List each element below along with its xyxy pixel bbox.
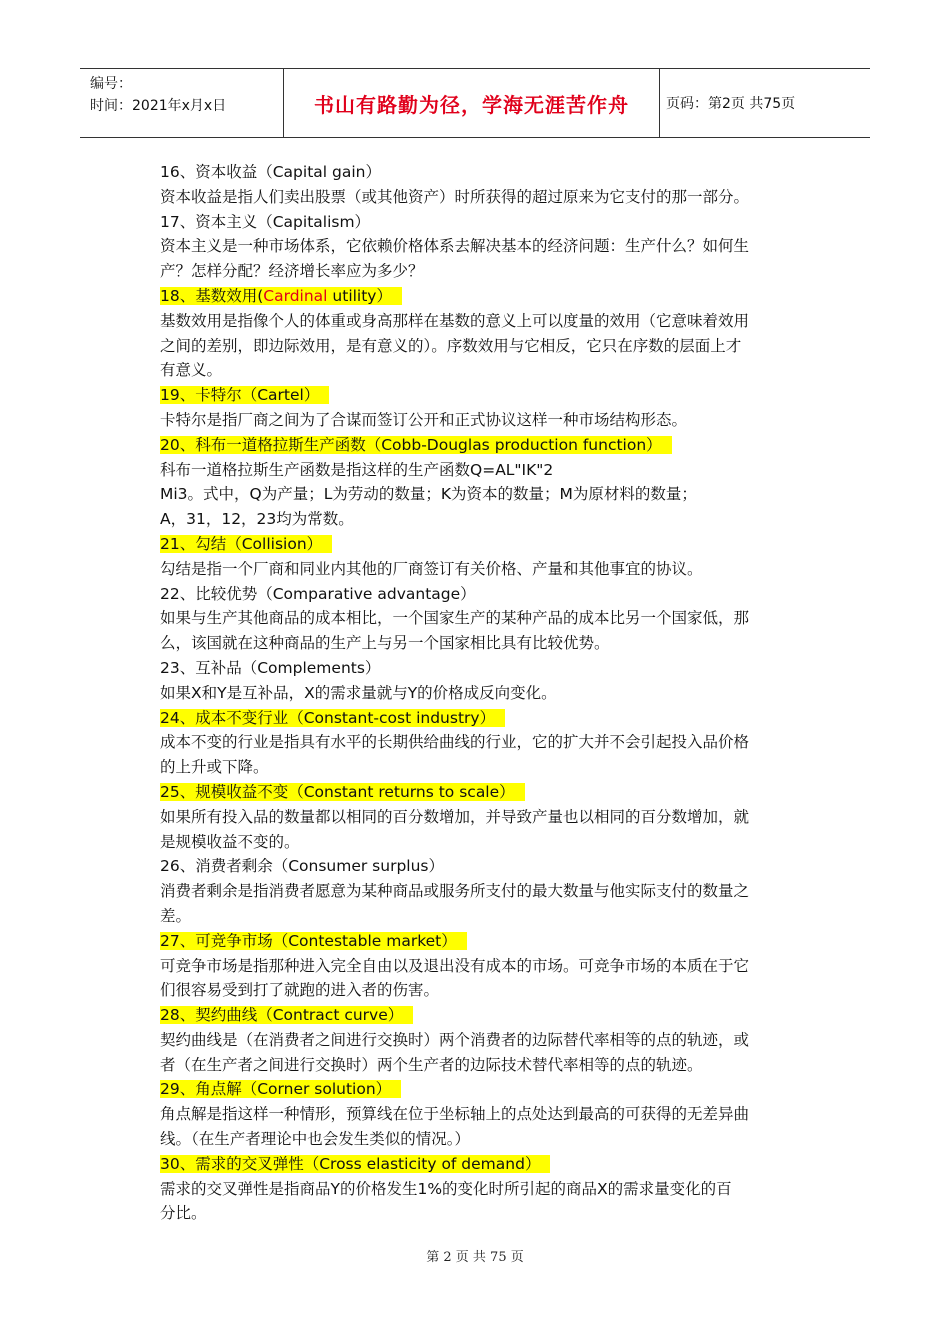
entry-body-line: 科布一道格拉斯生产函数是指这样的生产函数Q=AL"IK"2 [160,460,554,479]
heading-part: 18、基数效用( [160,286,264,305]
entry-body-line: 契约曲线是（在消费者之间进行交换时）两个消费者的边际替代率相等的点的轨迹，或 [160,1030,750,1049]
entry-heading-text: 26、消费者剩余（Consumer surplus） [160,857,445,876]
entry-body-line: 可竞争市场是指那种进入完全自由以及退出没有成本的市场。可竞争市场的本质在于它 [160,956,750,975]
entry-body-line: 产？怎样分配？经济增长率应为多少？ [160,262,424,281]
entry-body-line: 如果与生产其他商品的成本相比，一个国家生产的某种产品的成本比另一个国家低，那 [160,609,750,628]
entry-heading [160,532,805,557]
entry-heading-text: 25、规模收益不变（Constant returns to scale） [160,783,525,801]
entry-heading [160,706,805,731]
header-number-label: 编号： [90,76,132,92]
entry-heading [160,1152,805,1177]
entry-heading-text: 19、卡特尔（Cartel） [160,386,329,404]
entry-body-line: 们很容易受到打了就跑的进入者的伤害。 [160,981,440,1000]
entry-heading-text: 27、可竞争市场（Contestable market） [160,932,467,950]
entry-body-line: 基数效用是指像个人的体重或身高那样在基数的意义上可以度量的效用（它意味着效用 [160,311,750,330]
entry-body-line: 成本不变的行业是指具有水平的长期供给曲线的行业，它的扩大并不会引起投入品价格 [160,733,750,752]
entry-heading [160,929,805,954]
entry-heading [160,1077,805,1102]
entry-heading [160,854,805,879]
page-footer: 第 2 页 共 75 页 [426,1250,524,1265]
entry-heading-text: 23、互补品（Complements） [160,658,381,677]
entry-body-line: 消费者剩余是指消费者愿意为某种商品或服务所支付的最大数量与他实际支付的数量之 [160,882,750,901]
entry-heading-text: 16、资本收益（Capital gain） [160,163,381,181]
entry-heading-text: 30、需求的交叉弹性（Cross elasticity of demand） [160,1155,550,1173]
entry-heading-text: 22、比较优势（Comparative advantage） [160,584,476,603]
entry-body-line: 需求的交叉弹性是指商品Y的价格发生1%的变化时所引起的商品X的需求量变化的百 [160,1179,732,1198]
entry-heading-text [160,287,402,305]
glossary-content [160,160,805,1226]
entry-body-line: 如果X和Y是互补品，X的需求量就与Y的价格成反向变化。 [160,683,557,702]
heading-red-term: Cardinal [263,286,328,305]
header-page-info: 页码：第2页 共75页 [666,96,796,112]
entry-body-line: 么，该国就在这种商品的生产上与另一个国家相比具有比较优势。 [160,634,610,653]
entry-heading [160,433,805,458]
entry-body-line: 资本主义是一种市场体系，它依赖价格体系去解决基本的经济问题：生产什么？如何生 [160,237,750,256]
entry-body-line: 角点解是指这样一种情形，预算线在位于坐标轴上的点处达到最高的可获得的无差异曲 [160,1105,750,1124]
entry-body-line: 之间的差别，即边际效用，是有意义的）。序数效用与它相反，它只在序数的层面上才 [160,336,742,355]
entry-heading [160,383,805,408]
entry-body-line: 资本收益是指人们卖出股票（或其他资产）时所获得的超过原来为它支付的那一部分。 [160,187,750,206]
entry-heading-text: 24、成本不变行业（Constant-cost industry） [160,709,505,727]
entry-heading [160,284,805,309]
entry-heading [160,780,805,805]
entry-heading-text: 29、角点解（Corner solution） [160,1080,401,1098]
entry-body-line: 者（在生产者之间进行交换时）两个生产者的边际技术替代率相等的点的轨迹。 [160,1055,703,1074]
entry-body-line: 有意义。 [160,361,223,380]
header-meta [80,69,283,137]
entry-heading-text: 28、契约曲线（Contract curve） [160,1006,413,1024]
entry-body-line: 分比。 [160,1204,207,1223]
entry-heading [160,582,805,607]
heading-part: utility） [327,286,392,305]
entry-body-line: 如果所有投入品的数量都以相同的百分数增加，并导致产量也以相同的百分数增加，就 [160,807,750,826]
header-motto: 书山有路勤为径，学海无涯苦作舟 [283,69,660,137]
entry-body-line: 勾结是指一个厂商和同业内其他的厂商签订有关价格、产量和其他事宜的协议。 [160,559,703,578]
entry-body-line: 线。（在生产者理论中也会发生类似的情况。） [160,1130,471,1149]
entry-heading-text: 21、勾结（Collision） [160,535,332,553]
entry-heading [160,656,805,681]
entry-body-line: 是规模收益不变的。 [160,832,300,851]
entry-body-line: 卡特尔是指厂商之间为了合谋而签订公开和正式协议这样一种市场结构形态。 [160,410,688,429]
entry-heading [160,1003,805,1028]
header-date: 时间：2021年x月x日 [90,98,227,114]
entry-body-line: A，31，12，23均为常数。 [160,510,354,529]
entry-body-line: 差。 [160,906,192,925]
entry-body-line: 的上升或下降。 [160,758,269,777]
entry-heading-text: 17、资本主义（Capitalism） [160,212,371,231]
entry-heading-text: 20、科布一道格拉斯生产函数（Cobb-Douglas production function） [160,436,672,454]
entry-body-line: Mi3。式中，Q为产量；L为劳动的数量；K为资本的数量；M为原材料的数量； [160,485,697,504]
entry-heading [160,160,805,185]
document-header [80,68,870,138]
entry-heading [160,210,805,235]
